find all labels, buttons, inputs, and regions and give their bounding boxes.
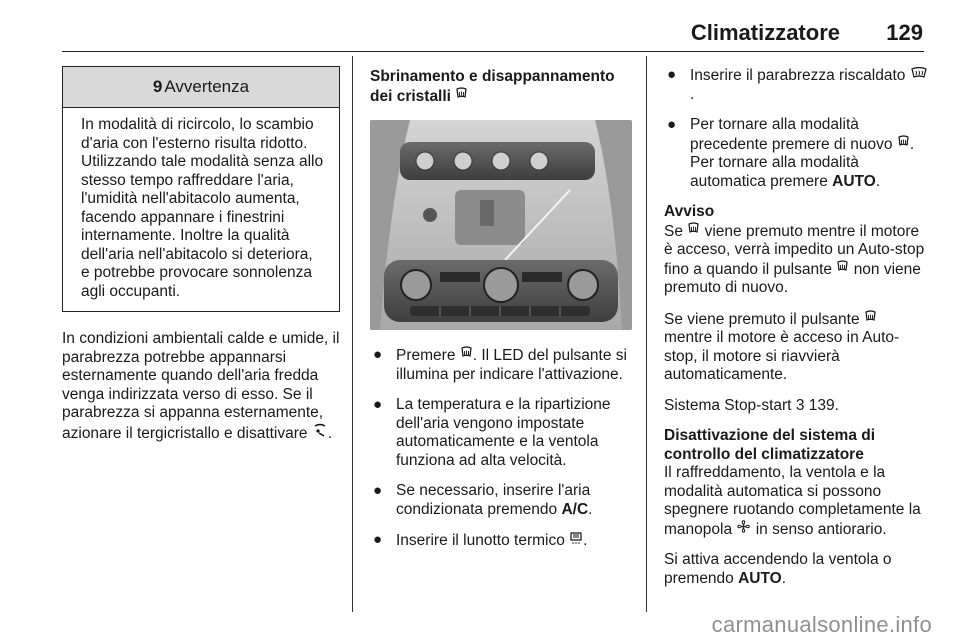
note-paragraph-2 — [664, 310, 928, 385]
note-text: non viene premuto di nuovo. — [664, 260, 921, 296]
list-item-text: La temperatura e la ripartizione dell'aria vengono impostate automaticamente e la ventola funziona ad alta velocità. — [396, 396, 611, 469]
defrost-icon — [688, 222, 699, 241]
ac-label: A/C — [561, 500, 589, 518]
disable-text: . — [781, 569, 787, 587]
page-number: 129 — [886, 20, 923, 45]
warning-symbol: 9 — [152, 76, 163, 96]
list-item-text: . — [875, 172, 881, 190]
warning-text: In modalità di ricircolo, lo scambio d'aria con l'esterno risulta ridotto. Utilizzando tale modalità senza allo stesso tempo raffreddare l'aria, l'umidità nell'abitacolo aumenta, facendo appannare i finestrini internamente. Inoltre la qualità dell'aria nell'abitacolo si deteriora, e potrebbe provocare sonnolenza agli occupanti. — [81, 116, 324, 300]
defrost-steps-list — [370, 346, 632, 551]
disable-text: in senso antiorario. — [755, 520, 887, 538]
list-item-text: Per tornare alla modalità precedente premere di nuovo — [690, 116, 893, 153]
header-rule — [62, 51, 924, 52]
defrost-icon — [898, 135, 909, 154]
disable-text: Si attiva accendendo la ventola o premendo — [664, 551, 892, 587]
climate-control-panel-photo — [370, 120, 632, 330]
column-1 — [62, 60, 340, 455]
paragraph-end: . — [327, 424, 333, 442]
rear-defrost-icon — [570, 531, 582, 550]
list-item-text: Se necessario, inserire l'aria condizionata premendo — [396, 482, 591, 518]
paragraph-text: In condizioni ambientali calde e umide, il parabrezza potrebbe appannarsi esternamente quando dell'aria fredda venga indirizzata verso di esso. Se il parabrezza si appanna esternamente, azionare il tergicristallo e disattivare — [62, 330, 340, 442]
list-item: ● Inserire il parabrezza riscaldato . — [664, 66, 928, 104]
note-text: viene premuto mentre il motore è acceso, verrà impedito un Auto-stop fino a quando il pulsante — [664, 222, 925, 278]
column-2 — [370, 60, 632, 563]
list-item-text: Inserire il parabrezza riscaldato — [690, 67, 906, 84]
page-title: Climatizzatore — [690, 20, 840, 45]
heated-windshield-icon — [911, 66, 927, 85]
warning-title: Avvertenza — [164, 76, 250, 96]
warning-header — [63, 67, 339, 108]
disable-heading: Disattivazione del sistema di controllo del climatizzatore — [664, 427, 876, 463]
list-item-text: Inserire il lunotto termico — [396, 532, 565, 549]
disable-paragraph-2 — [664, 551, 928, 588]
defrost-heading-text: Sbrinamento e disappannamento dei cristalli — [370, 68, 615, 105]
list-item: ● Per tornare alla modalità precedente premere di nuovo . Per tornare alla modalità automatica premere AUTO. — [667, 116, 915, 190]
column-divider — [352, 56, 353, 612]
defrost-icon — [837, 260, 848, 279]
list-item: ● Inserire il lunotto termico . — [373, 531, 588, 549]
note-text: Se — [664, 222, 683, 240]
list-item: ● La temperatura e la ripartizione dell'aria vengono impostate automaticamente e la ventola funziona ad alta velocità. — [373, 396, 611, 469]
warning-box — [62, 66, 340, 312]
reference-page: 139. — [808, 396, 839, 414]
watermark: carmanualsonline.info — [711, 612, 932, 637]
list-item-text: . Il LED del pulsante si illumina per indicare l'attivazione. — [396, 347, 627, 383]
note-text: Se viene premuto il pulsante — [664, 310, 860, 328]
reference-text: Sistema Stop-start — [664, 396, 792, 414]
list-item-text: . — [588, 500, 593, 518]
note-title: Avviso — [664, 203, 715, 220]
stop-start-reference — [664, 397, 928, 416]
disable-text: Il raffreddamento, la ventola e la modalità automatica si possono spegnere ruotando completamente la manopola — [664, 464, 921, 538]
list-item-text: . — [690, 85, 695, 103]
defrost-heading — [370, 68, 632, 106]
list-item-text: . — [583, 532, 588, 549]
list-item-text: Premere — [396, 347, 456, 364]
defrost-icon — [461, 346, 472, 365]
air-distribution-windshield-icon — [313, 423, 327, 443]
list-item: ● Premere . Il LED del pulsante si illumina per indicare l'attivazione. — [373, 346, 627, 383]
note-paragraph-1 — [664, 222, 928, 298]
column-3 — [664, 60, 928, 600]
column-divider — [646, 56, 647, 612]
disable-paragraph-1 — [664, 464, 928, 539]
list-item: ● Se necessario, inserire l'aria condizionata premendo A/C. — [373, 482, 593, 518]
list-item-text: . Per tornare alla modalità automatica premere — [690, 135, 915, 190]
defrost-icon — [865, 310, 876, 329]
reference-arrow-icon: 3 — [795, 396, 805, 414]
auto-label: AUTO — [738, 569, 782, 587]
humid-conditions-paragraph — [62, 330, 340, 443]
fan-icon — [737, 520, 750, 539]
defrost-icon — [456, 87, 467, 106]
windshield-steps-list — [664, 66, 928, 191]
note-text: mentre il motore è acceso in Auto-stop, il motore si riavvierà automaticamente. — [664, 329, 900, 383]
auto-label: AUTO — [832, 172, 876, 190]
